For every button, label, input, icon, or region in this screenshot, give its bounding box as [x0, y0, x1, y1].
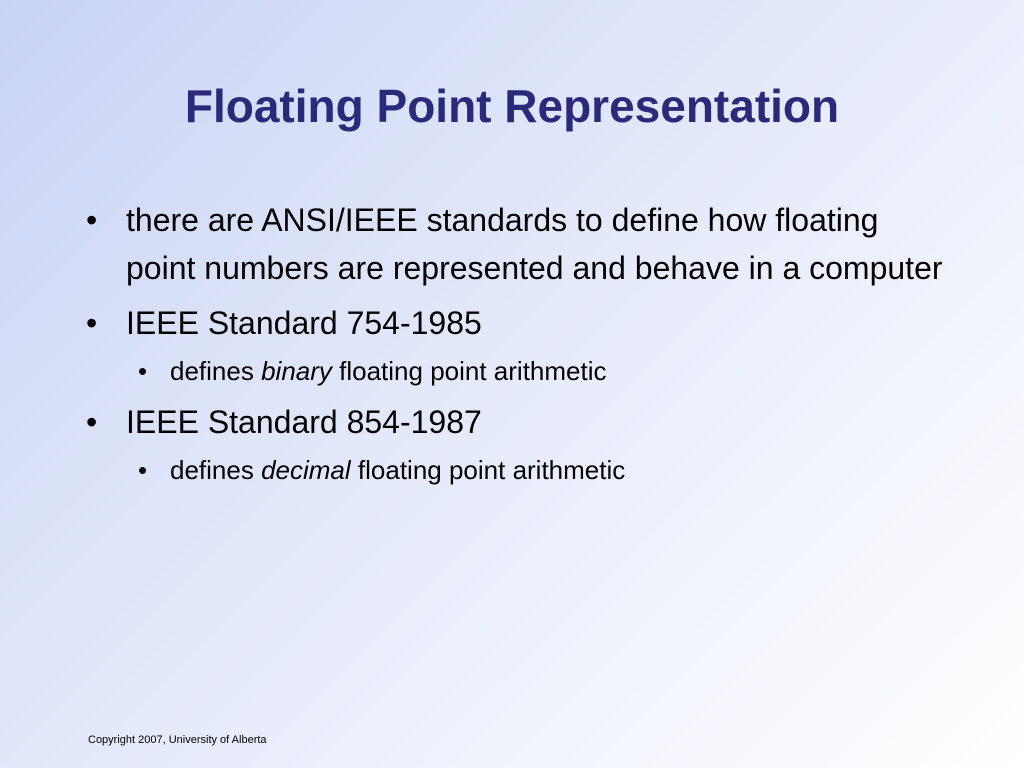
sub-bullet-item [138, 351, 946, 391]
bullet-text: IEEE Standard 754-1985 [126, 305, 482, 341]
sub-bullet-emphasis: binary [261, 356, 332, 386]
bullet-dot: • [86, 305, 98, 341]
bullet-list [86, 196, 946, 490]
slide-title: Floating Point Representation [184, 80, 840, 132]
sub-bullet-text-after: floating point arithmetic [350, 455, 626, 485]
bullet-item [86, 299, 946, 347]
bullet-item [86, 196, 946, 292]
bullet-dot: • [86, 404, 98, 440]
bullet-text: IEEE Standard 854-1987 [126, 404, 482, 440]
bullet-dot: • [86, 202, 98, 238]
sub-bullet-text-before: defines [170, 356, 262, 386]
sub-bullet-item [138, 450, 946, 490]
bullet-text: there are ANSI/IEEE standards to define how floating point numbers are represented and behave in a computer [126, 202, 943, 286]
copyright-footer: Copyright 2007, University of Alberta [88, 734, 267, 746]
sub-bullet-dot: • [138, 356, 148, 386]
sub-bullet-dot: • [138, 455, 148, 485]
bullet-item [86, 398, 946, 446]
sub-bullet-text-after: floating point arithmetic [331, 356, 607, 386]
sub-bullet-text-before: defines [170, 455, 262, 485]
sub-bullet-emphasis: decimal [261, 455, 351, 485]
